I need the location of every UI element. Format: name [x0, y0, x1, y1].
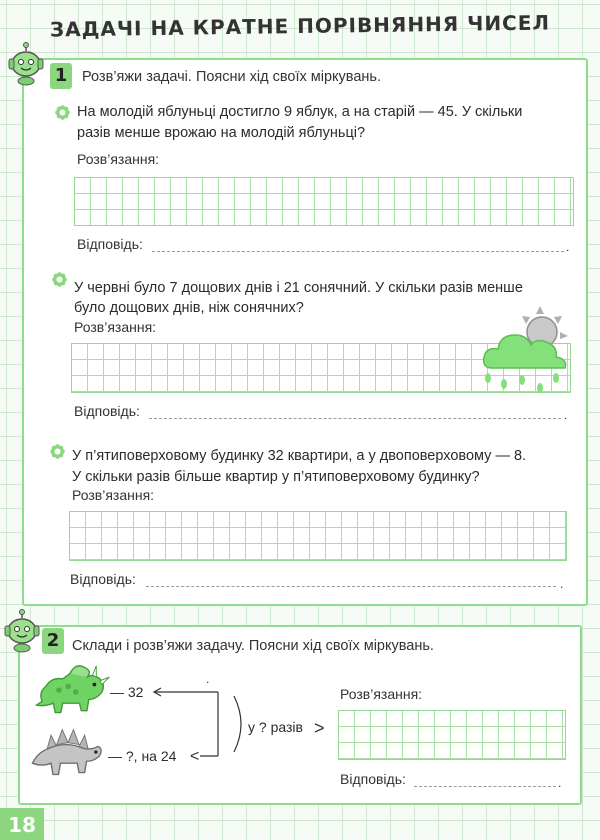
task-2-answer-label: Відповідь:: [340, 771, 406, 787]
rain-cloud-sun-icon: [478, 304, 574, 400]
problem-1-solution-grid[interactable]: [74, 177, 574, 226]
problem-3-solution-label: Розв’язання:: [72, 487, 155, 503]
task-2-answer-line[interactable]: [414, 786, 556, 787]
problem-1-answer-label: Відповідь:: [77, 236, 143, 252]
task-2-solution-grid[interactable]: [338, 710, 566, 760]
problem-2-solution-label: Розв’язання:: [74, 319, 157, 335]
diagram-relation: у ? разів: [248, 719, 303, 735]
task-2-number: 2: [42, 628, 64, 654]
problem-2-text-line1: У червні було 7 дощових днів і 21 сонячний. У скільки разів менше: [74, 280, 523, 296]
task-2-answer-dot: .: [558, 776, 562, 790]
stegosaurus-icon: [28, 724, 104, 780]
flower-bullet-icon: [55, 105, 70, 120]
task-2-solution-label: Розв’язання:: [340, 686, 423, 702]
task-1-number: 1: [50, 63, 72, 89]
diagram-dot: .: [206, 672, 210, 686]
robot-icon: [2, 609, 42, 653]
diagram-bottom-value: — ?, на 24: [108, 748, 177, 764]
problem-1-answer-dot: .: [566, 240, 570, 254]
page-number: 18: [0, 808, 44, 840]
robot-icon: [6, 42, 46, 86]
task-2-instruction: Склади і розв’яжи задачу. Поясни хід своїх міркувань.: [72, 638, 434, 654]
diagram-arrows: [148, 672, 338, 782]
flower-bullet-icon: [50, 444, 65, 459]
problem-2-answer-label: Відповідь:: [74, 403, 140, 419]
task-1-instruction: Розв’яжи задачі. Поясни хід своїх міркувань.: [82, 69, 381, 85]
page-title: ЗАДАЧІ НА КРАТНЕ ПОРІВНЯННЯ ЧИСЕЛ: [49, 10, 551, 42]
diagram-bottom-chevron: <: [190, 748, 200, 765]
problem-2-text-line2: було дощових днів, ніж сонячних?: [74, 300, 304, 316]
problem-1-text-line2: разів менше врожаю на молодій яблуньці?: [77, 125, 366, 141]
problem-3-answer-dot: .: [560, 577, 564, 591]
problem-1-text-line1: На молодій яблуньці достигло 9 яблук, а на старій — 45. У скільки: [77, 104, 523, 120]
problem-1-answer-line[interactable]: [152, 251, 564, 252]
problem-3-text-line1: У п’ятиповерховому будинку 32 квартири, а у двоповерховому — 8.: [72, 448, 527, 464]
problem-3-answer-label: Відповідь:: [70, 571, 136, 587]
triceratops-icon: [32, 664, 112, 720]
problem-2-answer-dot: .: [564, 408, 568, 422]
problem-3-text-line2: У скільки разів більше квартир у п’ятиповерховому будинку?: [72, 469, 480, 485]
problem-3-answer-line[interactable]: [146, 586, 556, 587]
problem-2-answer-line[interactable]: [149, 418, 561, 419]
problem-1-solution-label: Розв’язання:: [77, 151, 160, 167]
diagram-top-value: — 32: [110, 684, 144, 700]
problem-3-solution-grid[interactable]: [69, 511, 567, 561]
diagram-right-chevron: >: [314, 718, 325, 738]
flower-bullet-icon: [52, 272, 67, 287]
